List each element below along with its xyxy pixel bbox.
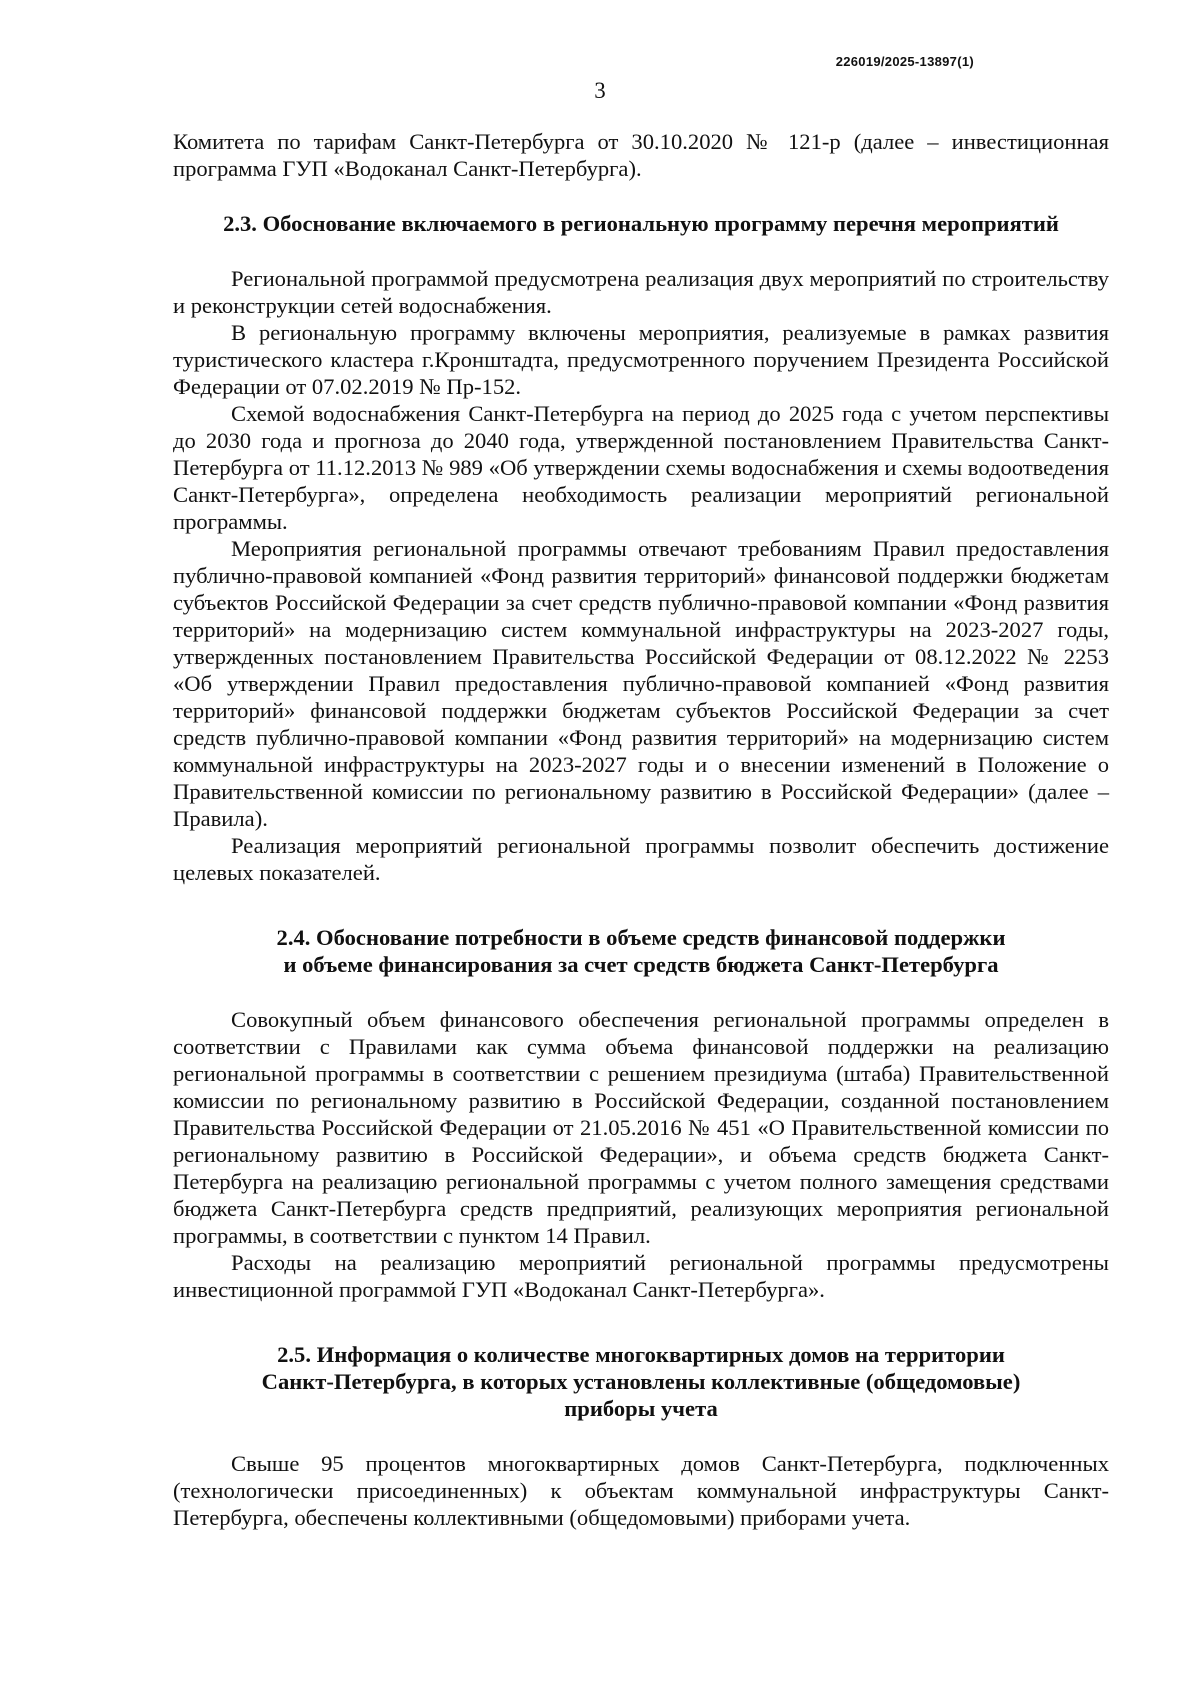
page-number: 3 [594,78,606,103]
section-2-5-title-line-2: Санкт-Петербурга, в которых установлены коллективные (общедомовые) [261,1369,1021,1394]
intro-paragraph: Комитета по тарифам Санкт-Петербурга от 30.10.2020 № 121-р (далее – инвестиционная программа ГУП «Водоканал Санкт-Петербурга). [173,129,1109,181]
section-2-4-title-line-2: и объеме финансирования за счет средств бюджета Санкт-Петербурга [283,952,999,977]
section-2-5-title-line-3: приборы учета [564,1396,718,1421]
section-2-5-title [173,1341,1109,1422]
document-registration-number: 226019/2025-13897(1) [835,54,974,69]
section-2-5-paragraph-1: Свыше 95 процентов многоквартирных домов Санкт-Петербурга, подключенных (технологически присоединенных) к объектам коммунальной инфраструктуры Санкт-Петербурга, обеспечены коллективными (общедомовыми) приборами учета. [173,1451,1109,1530]
section-2-3-title: 2.3. Обоснование включаемого в региональную программу перечня мероприятий [223,211,1059,236]
section-2-4-paragraph-1: Совокупный объем финансового обеспечения региональной программы определен в соответствии с Правилами как сумма объема финансовой поддержки на реализацию региональной программы в соответствии с решением президиума (штаба) Правительственной комиссии по региональному развитию в Российской Федерации, созданной постановлением Правительства Российской Федерации от 21.05.2016 № 451 «О Правительственной комиссии по региональному развитию в Российской Федерации», и объема средств бюджета Санкт-Петербурга на реализацию региональной программы с учетом полного замещения средствами бюджета Санкт-Петербурга средств предприятий, реализующих мероприятия региональной программы, в соответствии с пунктом 14 Правил. [173,1007,1109,1248]
section-2-4-paragraph-2: Расходы на реализацию мероприятий региональной программы предусмотрены инвестиционной программой ГУП «Водоканал Санкт-Петербурга». [173,1250,1109,1302]
section-2-3-paragraph-2: В региональную программу включены мероприятия, реализуемые в рамках развития туристического кластера г.Кронштадта, предусмотренного поручением Президента Российской Федерации от 07.02.2019 № Пр-152. [173,320,1109,399]
document-body [173,128,1109,1531]
section-2-4-title [173,924,1109,978]
section-2-3-paragraph-3: Схемой водоснабжения Санкт-Петербурга на период до 2025 года с учетом перспективы до 2030 года и прогноза до 2040 года, утвержденной постановлением Правительства Санкт-Петербурга от 11.12.2013 № 989 «Об утверждении схемы водоснабжения и схемы водоотведения Санкт-Петербурга», определена необходимость реализации мероприятий региональной программы. [173,401,1109,534]
section-2-5-title-line-1: 2.5. Информация о количестве многоквартирных домов на территории [277,1342,1005,1367]
section-2-3-paragraph-1: Региональной программой предусмотрена реализация двух мероприятий по строительству и реконструкции сетей водоснабжения. [173,266,1109,318]
section-2-3-paragraph-5: Реализация мероприятий региональной программы позволит обеспечить достижение целевых показателей. [173,833,1109,885]
section-2-4-title-line-1: 2.4. Обоснование потребности в объеме средств финансовой поддержки [276,925,1006,950]
section-2-3-paragraph-4: Мероприятия региональной программы отвечают требованиям Правил предоставления публично-правовой компанией «Фонд развития территорий» финансовой поддержки бюджетам субъектов Российской Федерации за счет средств публично-правовой компании «Фонд развития территорий» на модернизацию систем коммунальной инфраструктуры на 2023-2027 годы, утвержденных постановлением Правительства Российской Федерации от 08.12.2022 № 2253 «Об утверждении Правил предоставления публично-правовой компанией «Фонд развития территорий» финансовой поддержки бюджетам субъектов Российской Федерации за счет средств публично-правовой компании «Фонд развития территорий» на модернизацию систем коммунальной инфраструктуры на 2023-2027 годы и о внесении изменений в Положение о Правительственной комиссии по региональному развитию в Российской Федерации» (далее – Правила). [173,536,1109,831]
